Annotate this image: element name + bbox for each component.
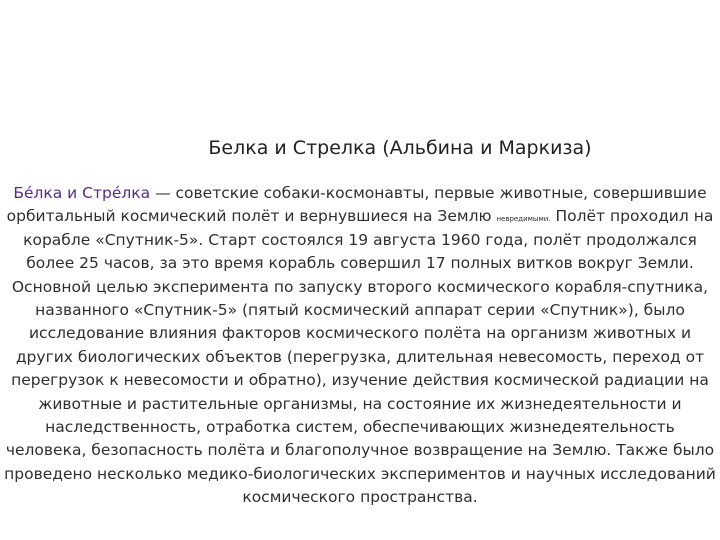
slide-body — [4, 182, 716, 510]
paragraph-purpose: Основной целью эксперимента по запуску второго космического корабля-спутника, названного «Спутник-5» (пятый космический аппарат серии «Спутник»), было исследование влияния факторов космического полёта на организм животных и других биологических объектов (перегрузка, длительная невесомость, переход от перегрузок к невесомости и обратно), изучение действия космической радиации на животные и растительные организмы, на состояние их жизнедеятельности и наследственность, отработка систем, обеспечивающих жизнедеятельность человека, безопасность полёта и благополучное возвращение на Землю. Также было проведено несколько медико-биологических экспериментов и научных исследований космического пространства. — [4, 277, 716, 507]
lead-name: Бе́лка и Стре́лка — [13, 184, 151, 202]
slide-title: Белка и Стрелка (Альбина и Маркиза) — [208, 137, 592, 159]
intro-text-end: Полёт проходил на корабле «Спутник-5». Старт состоялся 19 августа 1960 года, полёт продолжался более 25 часов, за это время корабль совершил 17 полных витков вокруг Земли. — [23, 207, 714, 273]
tiny-word: невредимыми. — [496, 215, 551, 224]
paragraph-intro — [4, 182, 716, 276]
lead-dash: — — [150, 184, 176, 202]
intro-text-start: советские собаки-космонавты, первые животные, совершившие орбитальный космический полёт и вернувшиеся на Землю — [6, 184, 707, 226]
